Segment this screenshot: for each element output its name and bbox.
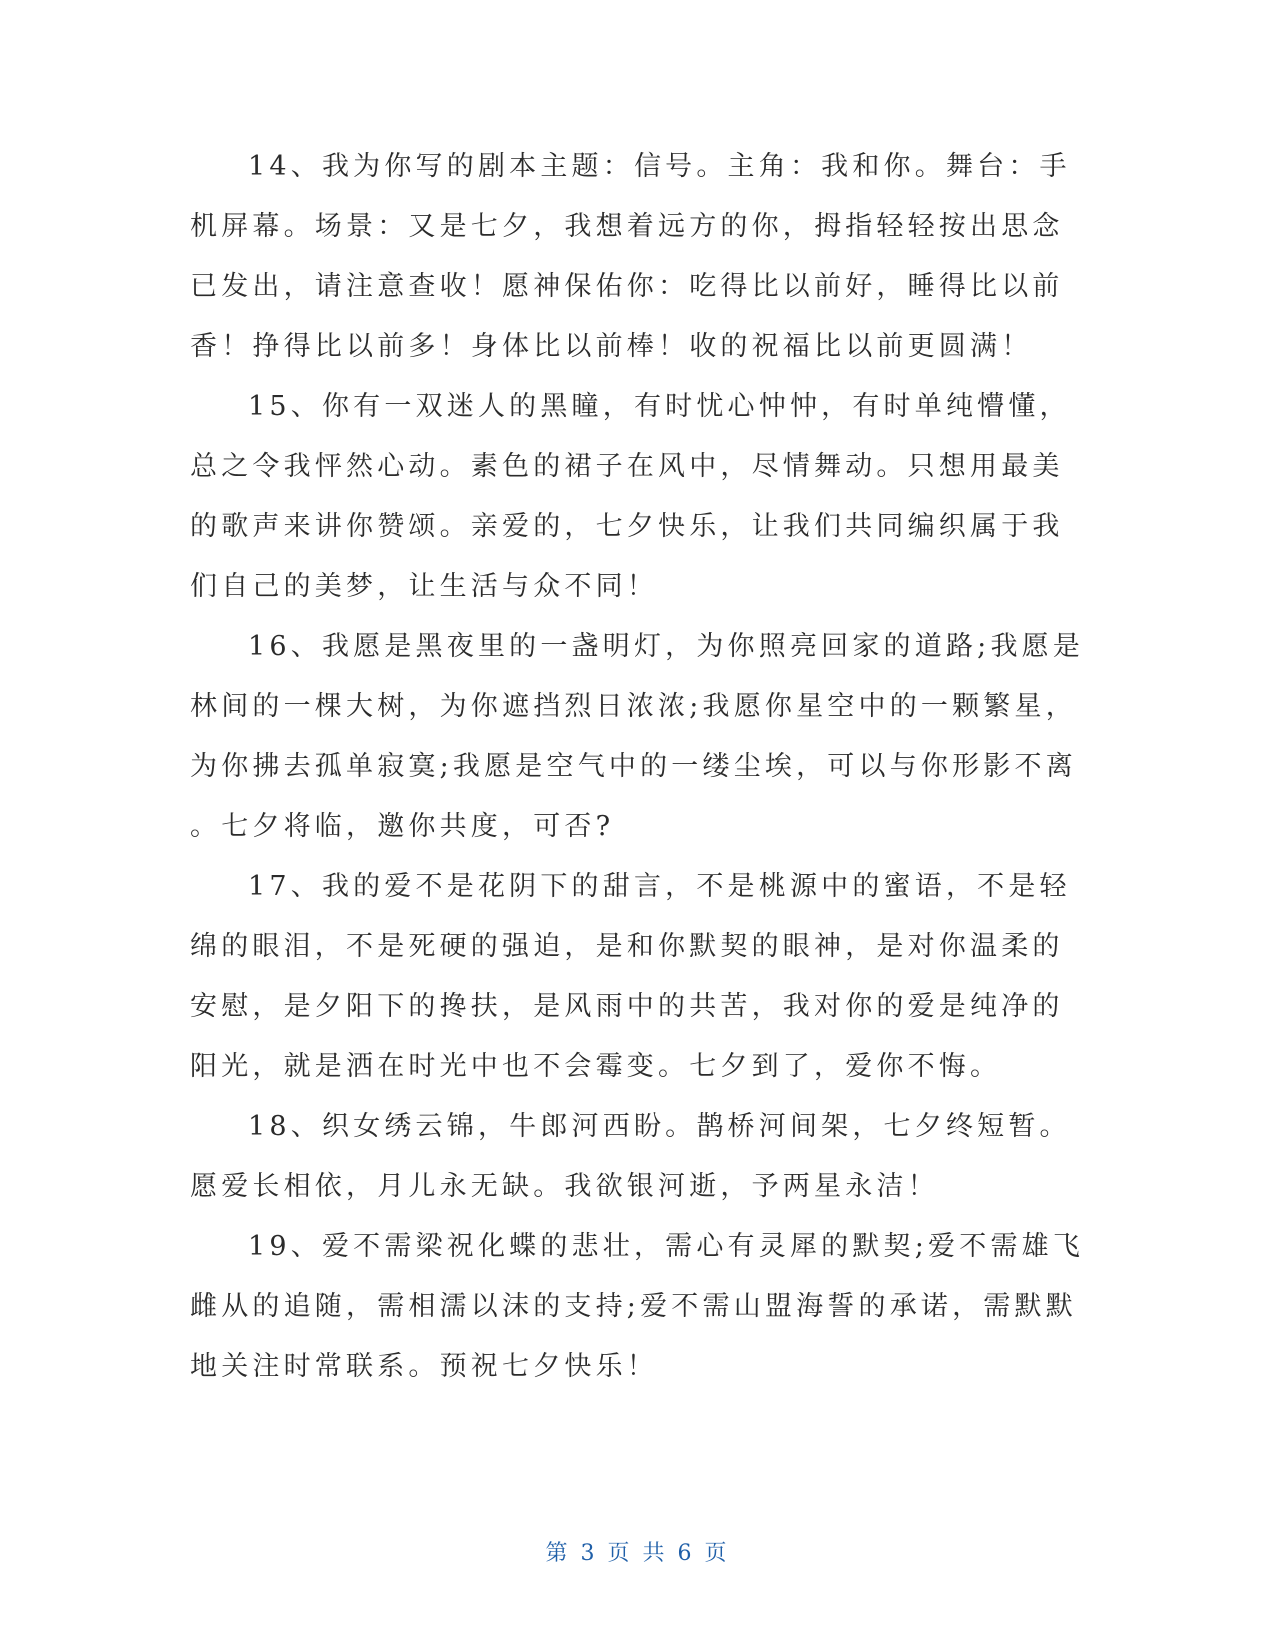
text-line: 为你拂去孤单寂寞;我愿是空气中的一缕尘埃，可以与你形影不离 xyxy=(190,751,1077,782)
text-line: 安慰，是夕阳下的搀扶，是风雨中的共苦，我对你的爱是纯净的 xyxy=(190,991,1064,1022)
text-line: 们自己的美梦，让生活与众不同！ xyxy=(190,571,658,602)
text-line: 15、你有一双迷人的黑瞳，有时忧心忡忡，有时单纯懵懂， xyxy=(248,391,1071,422)
text-line: 17、我的爱不是花阴下的甜言，不是桃源中的蜜语，不是轻 xyxy=(248,871,1071,902)
text-line: 的歌声来讲你赞颂。亲爱的，七夕快乐，让我们共同编织属于我 xyxy=(190,511,1064,542)
text-line: 19、爱不需梁祝化蝶的悲壮，需心有灵犀的默契;爱不需雄飞 xyxy=(248,1231,1085,1262)
text-line: 14、我为你写的剧本主题：信号。主角：我和你。舞台：手 xyxy=(248,151,1071,182)
paragraph-15 xyxy=(190,377,1080,617)
page-number-label: 第 3 页 共 6 页 xyxy=(545,1541,730,1566)
text-line: 已发出，请注意查收！愿神保佑你：吃得比以前好，睡得比以前 xyxy=(190,271,1064,302)
text-line: 。七夕将临，邀你共度，可否? xyxy=(190,811,615,842)
text-line: 香！挣得比以前多！身体比以前棒！收的祝福比以前更圆满！ xyxy=(190,331,1033,362)
paragraph-17 xyxy=(190,857,1080,1097)
text-line: 雌从的追随，需相濡以沫的支持;爱不需山盟海誓的承诺，需默默 xyxy=(190,1291,1077,1322)
paragraph-16 xyxy=(190,617,1085,857)
page-footer xyxy=(0,1536,1275,1567)
paragraph-14 xyxy=(190,137,1080,377)
document-body xyxy=(190,137,1085,1397)
text-line: 绵的眼泪，不是死硬的强迫，是和你默契的眼神，是对你温柔的 xyxy=(190,931,1064,962)
paragraph-18 xyxy=(190,1097,1080,1217)
text-line: 地关注时常联系。预祝七夕快乐！ xyxy=(190,1351,658,1382)
text-line: 机屏幕。场景：又是七夕，我想着远方的你，拇指轻轻按出思念 xyxy=(190,211,1064,242)
text-line: 总之令我怦然心动。素色的裙子在风中，尽情舞动。只想用最美 xyxy=(190,451,1064,482)
text-line: 阳光，就是洒在时光中也不会霉变。七夕到了，爱你不悔。 xyxy=(190,1051,1002,1082)
text-line: 愿爱长相依，月儿永无缺。我欲银河逝，予两星永洁！ xyxy=(190,1171,939,1202)
text-line: 18、织女绣云锦，牛郎河西盼。鹊桥河间架，七夕终短暂。 xyxy=(248,1111,1071,1142)
paragraph-19 xyxy=(190,1217,1085,1397)
text-line: 林间的一棵大树，为你遮挡烈日浓浓;我愿你星空中的一颗繁星， xyxy=(190,691,1077,722)
text-line: 16、我愿是黑夜里的一盏明灯，为你照亮回家的道路;我愿是 xyxy=(248,631,1085,662)
